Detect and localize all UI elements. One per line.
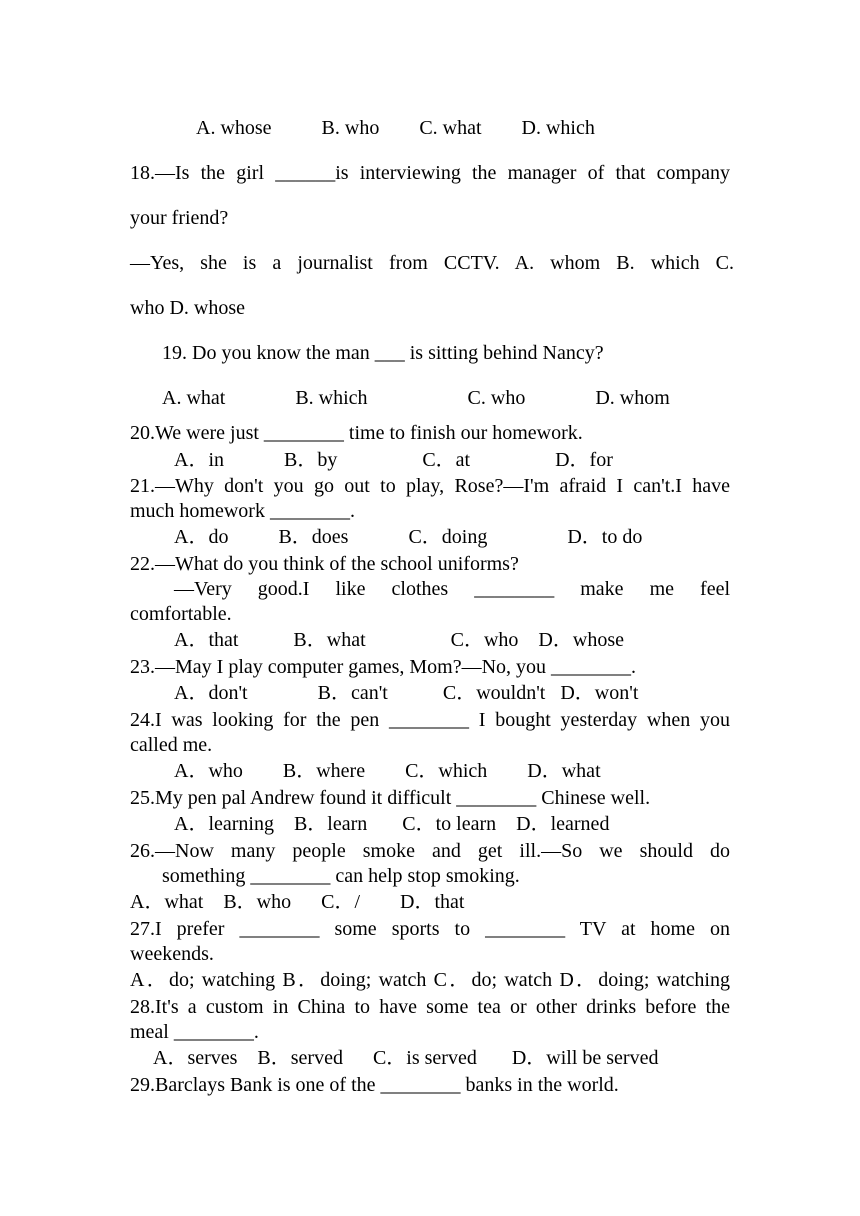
q18-stem-line2: your friend? bbox=[130, 207, 229, 229]
q24-options: A．who B．where C．which D．what bbox=[174, 760, 601, 782]
q19-options: A. what B. which C. who D. whom bbox=[162, 387, 670, 409]
q24-stem-line2: called me. bbox=[130, 734, 213, 756]
q24-stem-line1: 24.I was looking for the pen ________ I bought yesterday when you bbox=[130, 709, 730, 731]
q22-stem-line3: comfortable. bbox=[130, 603, 232, 625]
q18-answer-options: —Yes, she is a journalist from CCTV. A. whom B. which C. bbox=[130, 252, 734, 274]
q25-options: A．learning B．learn C．to learn D．learned bbox=[174, 813, 610, 835]
q27-stem-line2: weekends. bbox=[130, 943, 214, 965]
q21-stem-line1: 21.—Why don't you go out to play, Rose?—I'm afraid I can't.I have bbox=[130, 475, 730, 497]
q19-stem: 19. Do you know the man ___ is sitting behind Nancy? bbox=[162, 342, 604, 364]
q28-stem-line1: 28.It's a custom in China to have some tea or other drinks before the bbox=[130, 996, 730, 1018]
q26-stem-line2: something ________ can help stop smoking. bbox=[162, 865, 520, 887]
q20-options: A．in B．by C．at D．for bbox=[174, 449, 613, 471]
q22-options: A．that B．what C．who D．whose bbox=[174, 629, 624, 651]
q26-options: A．what B．who C．/ D．that bbox=[130, 891, 465, 913]
q18-options-cont: who D. whose bbox=[130, 297, 245, 319]
q28-stem-line2: meal ________. bbox=[130, 1021, 259, 1043]
q28-options: A．serves B．served C．is served D．will be served bbox=[153, 1047, 659, 1069]
q22-stem-line2: —Very good.I like clothes ________ make me feel bbox=[174, 578, 730, 600]
q26-stem-line1: 26.—Now many people smoke and get ill.—So we should do bbox=[130, 840, 730, 862]
q25-stem: 25.My pen pal Andrew found it difficult ________ Chinese well. bbox=[130, 787, 651, 809]
q29-stem: 29.Barclays Bank is one of the ________ banks in the world. bbox=[130, 1074, 619, 1096]
q21-options: A．do B．does C．doing D．to do bbox=[174, 526, 643, 548]
q27-options: A．do; watching B．doing; watch C．do; watch D．doing; watching bbox=[130, 969, 730, 991]
q18-stem-line1: 18.—Is the girl ______is interviewing the manager of that company bbox=[130, 162, 730, 184]
q22-stem-line1: 22.—What do you think of the school uniforms? bbox=[130, 553, 519, 575]
q23-options: A．don't B．can't C．wouldn't D．won't bbox=[174, 682, 639, 704]
q27-stem-line1: 27.I prefer ________ some sports to ________ TV at home on bbox=[130, 918, 730, 940]
q21-stem-line2: much homework ________. bbox=[130, 500, 355, 522]
q20-stem: 20.We were just ________ time to finish our homework. bbox=[130, 422, 583, 444]
q17-options: A. whose B. who C. what D. which bbox=[196, 117, 595, 139]
q23-stem: 23.—May I play computer games, Mom?—No, you ________. bbox=[130, 656, 637, 678]
